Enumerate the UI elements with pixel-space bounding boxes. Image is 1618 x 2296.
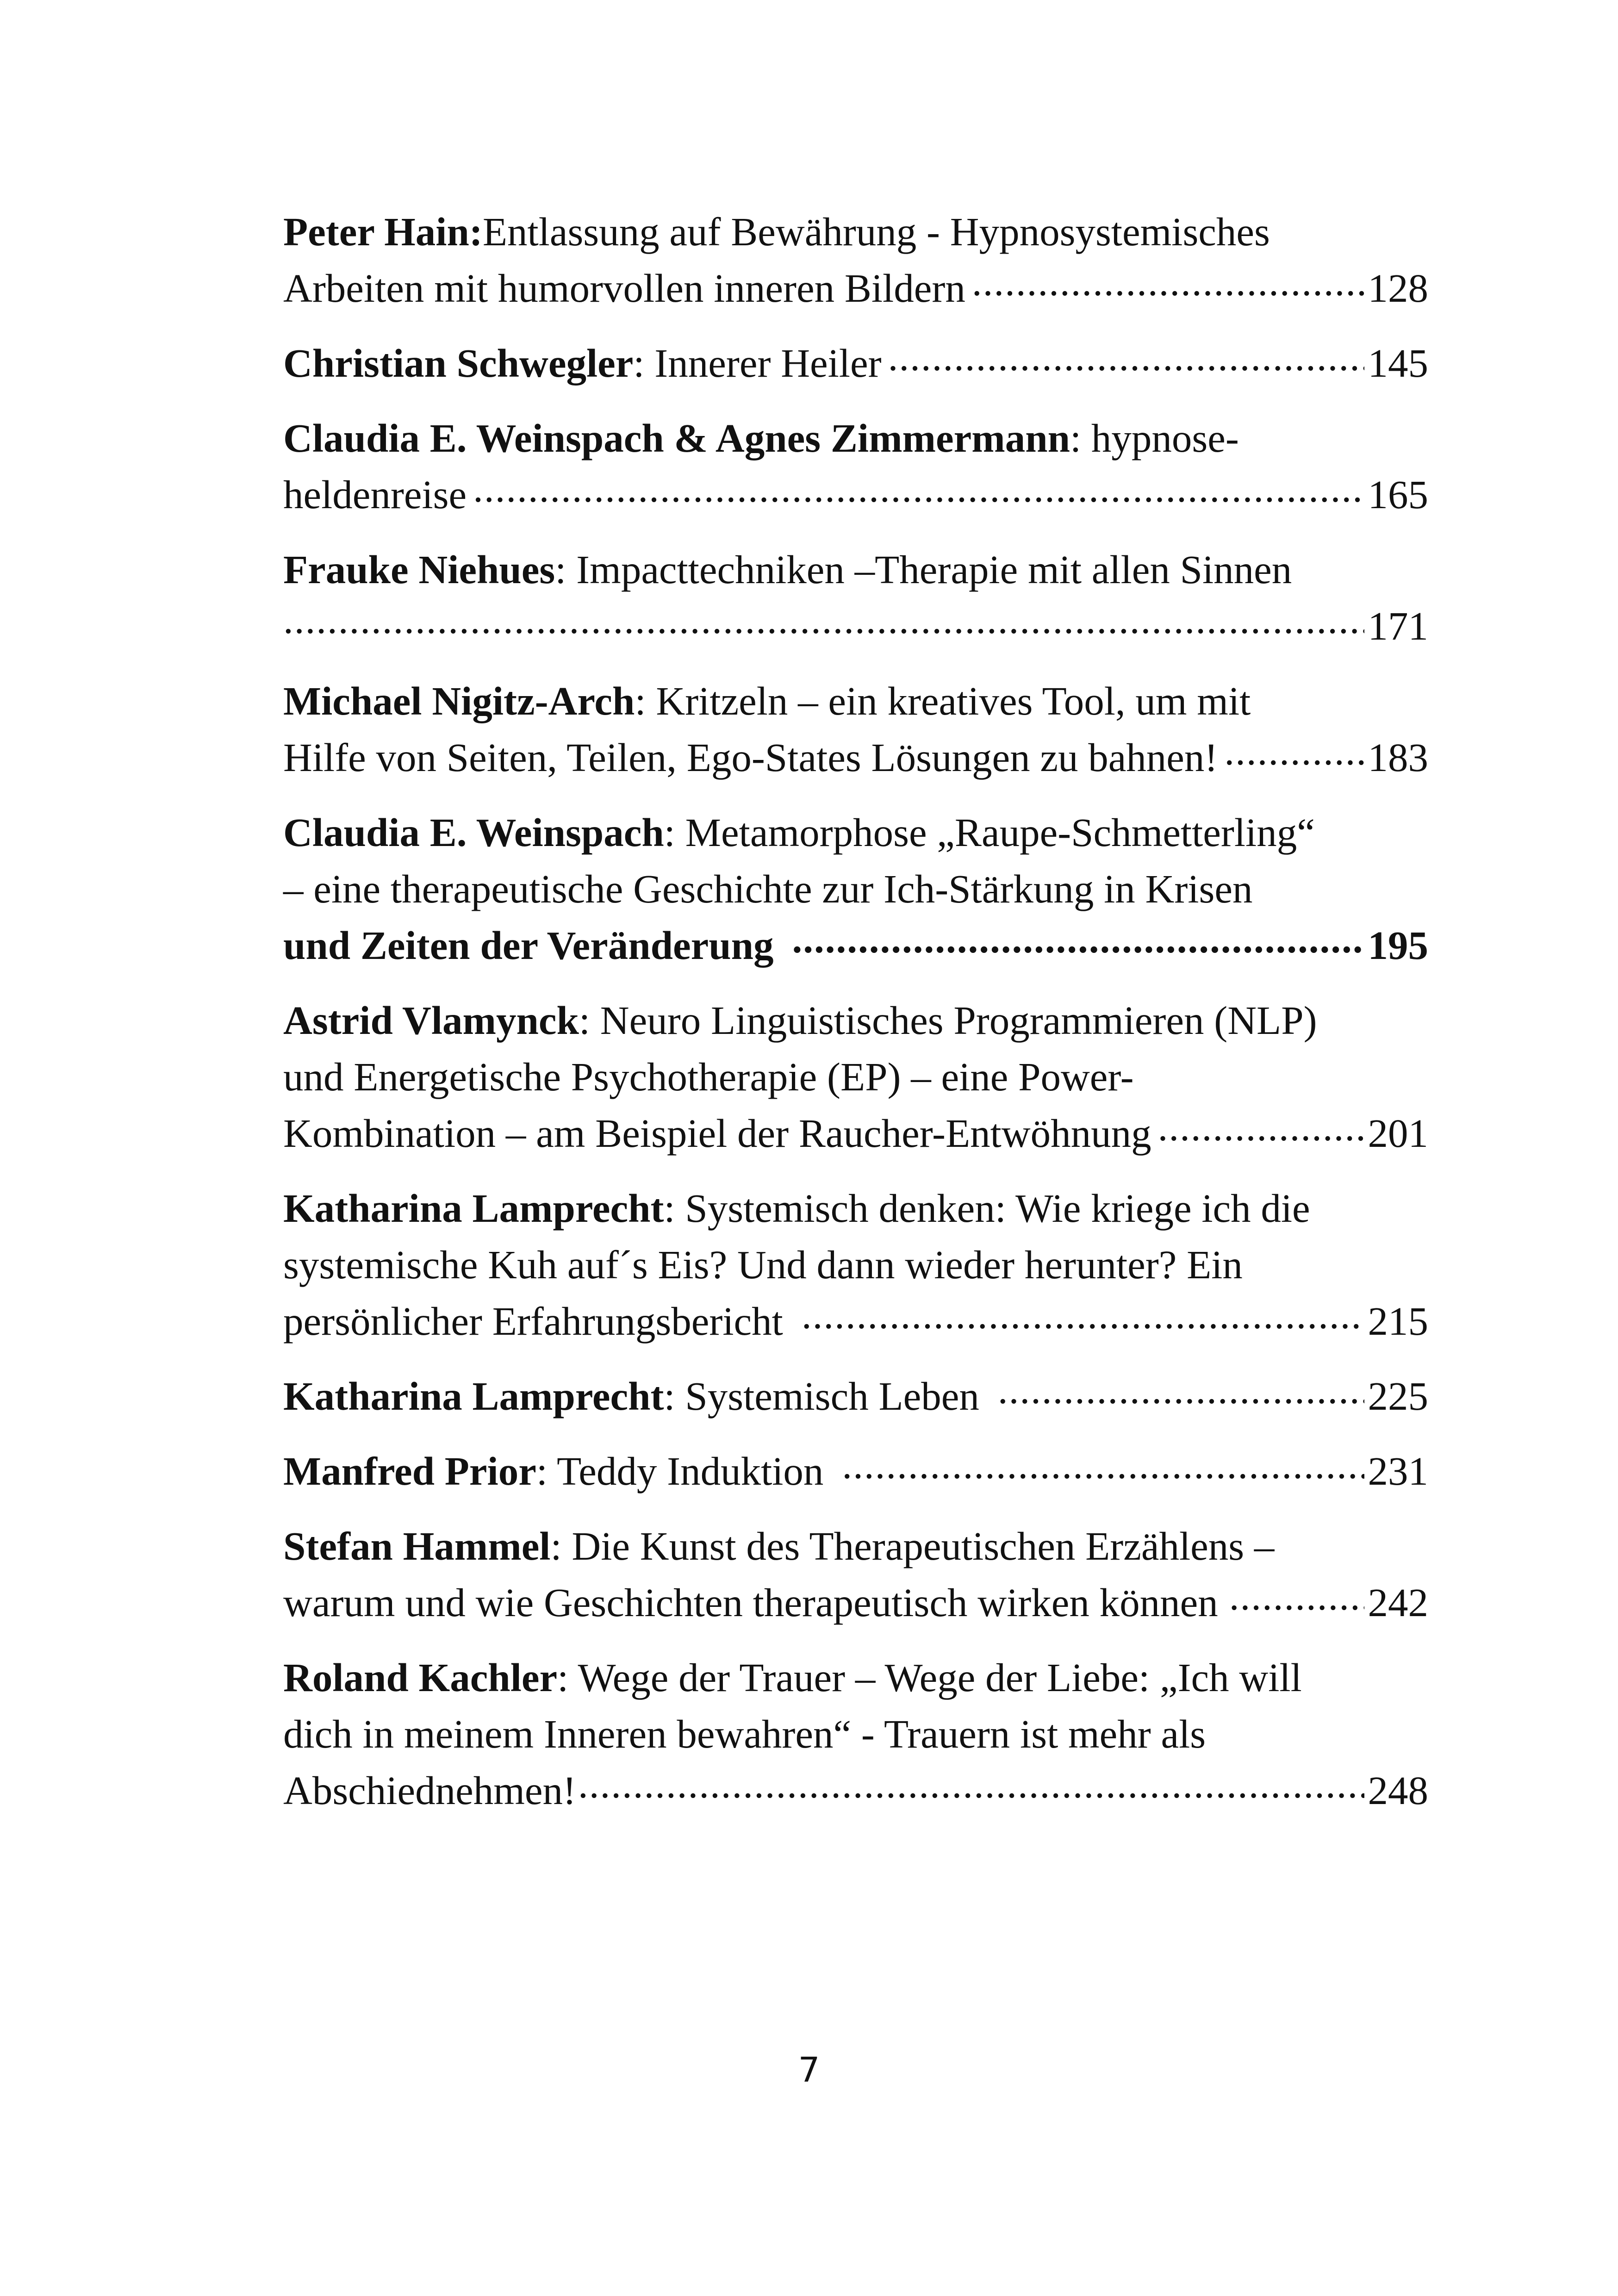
toc-title: : Impacttechniken –Therapie mit allen Sinnen <box>555 547 1292 592</box>
toc-author: Frauke Niehues <box>283 547 555 592</box>
dot-leader <box>1229 1576 1364 1616</box>
toc-line <box>283 1049 1428 1105</box>
toc-author: Stefan Hammel <box>283 1524 551 1568</box>
toc-line <box>283 1706 1428 1762</box>
toc-author: Claudia E. Weinspach <box>283 810 664 855</box>
toc-entry <box>283 410 1428 523</box>
dot-leader <box>998 1369 1364 1410</box>
toc-line <box>283 1649 1428 1706</box>
toc-line <box>283 1518 1428 1574</box>
toc-author: Christian Schwegler <box>283 341 634 386</box>
toc-page-number: 183 <box>1368 735 1428 780</box>
toc-title: : Kritzeln – ein kreatives Tool, um mit <box>635 678 1251 723</box>
toc-title: : Innerer Heiler <box>633 341 882 386</box>
dot-leader <box>473 468 1364 508</box>
toc-entry <box>283 804 1428 974</box>
dot-leader <box>842 1444 1364 1485</box>
toc-line <box>283 861 1428 917</box>
toc-page-number: 201 <box>1368 1111 1428 1156</box>
toc-entry <box>283 1368 1428 1425</box>
toc-title: systemische Kuh auf´s Eis? Und dann wieder herunter? Ein <box>283 1242 1243 1287</box>
toc-line <box>283 1368 1428 1425</box>
dot-leader <box>1224 731 1364 771</box>
dot-leader <box>283 599 1364 640</box>
toc-title: : Die Kunst des Therapeutischen Erzählens – <box>550 1524 1275 1568</box>
toc-entry <box>283 1649 1428 1819</box>
toc-entry <box>283 1180 1428 1350</box>
toc-title: Abschiednehmen! <box>283 1768 576 1813</box>
toc-author: Katharina Lamprecht <box>283 1374 664 1419</box>
toc-title: : Systemisch Leben <box>664 1374 979 1419</box>
toc-line <box>283 992 1428 1049</box>
toc-line <box>283 1293 1428 1350</box>
toc-title: und Zeiten der Veränderung <box>283 923 774 968</box>
page-number: 7 <box>798 2050 820 2090</box>
toc-line <box>283 260 1428 317</box>
toc-author: Roland Kachler <box>283 1655 558 1700</box>
toc-line <box>283 410 1428 467</box>
toc-page-number: 215 <box>1368 1299 1428 1344</box>
toc-page-number: 171 <box>1368 604 1428 648</box>
toc-line <box>283 673 1428 729</box>
toc-line <box>283 917 1428 974</box>
dot-leader <box>1158 1107 1364 1147</box>
toc-entry <box>283 541 1428 654</box>
toc-line <box>283 804 1428 861</box>
toc-title: : Systemisch denken: Wie kriege ich die <box>664 1186 1310 1231</box>
toc-page-number: 128 <box>1368 266 1428 311</box>
toc-author: Peter Hain: <box>283 209 483 254</box>
toc-line <box>283 1443 1428 1500</box>
toc-author: Claudia E. Weinspach & Agnes Zimmermann <box>283 416 1070 460</box>
toc-entry <box>283 992 1428 1162</box>
toc-line <box>283 1762 1428 1819</box>
toc-entry <box>283 1443 1428 1500</box>
dot-leader <box>578 1764 1364 1804</box>
toc-author: Michael Nigitz-Arch <box>283 678 635 723</box>
table-of-contents <box>283 204 1428 1837</box>
toc-title: dich in meinem Inneren bewahren“ - Trauern ist mehr als <box>283 1711 1206 1756</box>
toc-line <box>283 1574 1428 1631</box>
toc-page-number: 225 <box>1368 1374 1428 1419</box>
toc-line <box>283 1180 1428 1237</box>
toc-title: – eine therapeutische Geschichte zur Ich-Stärkung in Krisen <box>283 866 1253 911</box>
toc-page-number: 145 <box>1368 341 1428 386</box>
toc-line <box>283 729 1428 786</box>
toc-entry <box>283 1518 1428 1631</box>
toc-line <box>283 335 1428 392</box>
toc-entry <box>283 335 1428 392</box>
toc-author: Astrid Vlamynck <box>283 998 579 1043</box>
toc-entry <box>283 204 1428 317</box>
toc-author: Katharina Lamprecht <box>283 1186 664 1231</box>
toc-page-number: 165 <box>1368 472 1428 517</box>
toc-title: Kombination – am Beispiel der Raucher-Entwöhnung <box>283 1111 1151 1156</box>
toc-title: Arbeiten mit humorvollen inneren Bildern <box>283 266 965 311</box>
toc-line <box>283 467 1428 523</box>
toc-line <box>283 1237 1428 1293</box>
toc-line <box>283 1105 1428 1162</box>
toc-author: Manfred Prior <box>283 1449 536 1493</box>
toc-title: : Neuro Linguistisches Programmieren (NLP) <box>579 998 1317 1043</box>
dot-leader <box>972 261 1364 302</box>
toc-title: warum und wie Geschichten therapeutisch wirken können <box>283 1580 1218 1625</box>
toc-title: : Metamorphose „Raupe-Schmetterling“ <box>664 810 1315 855</box>
toc-title: persönlicher Erfahrungsbericht <box>283 1299 783 1344</box>
toc-title: heldenreise <box>283 472 467 517</box>
toc-page-number: 248 <box>1368 1768 1428 1813</box>
toc-title: : Teddy Induktion <box>536 1449 824 1493</box>
toc-title: Hilfe von Seiten, Teilen, Ego-States Lösungen zu bahnen! <box>283 735 1218 780</box>
toc-line <box>283 204 1428 260</box>
toc-title: Entlassung auf Bewährung - Hypnosystemisches <box>482 209 1270 254</box>
toc-title: und Energetische Psychotherapie (EP) – eine Power- <box>283 1054 1134 1099</box>
toc-page-number: 195 <box>1368 923 1428 968</box>
toc-line <box>283 541 1428 598</box>
toc-entry <box>283 673 1428 786</box>
toc-title: : Wege der Trauer – Wege der Liebe: „Ich will <box>557 1655 1302 1700</box>
toc-page-number: 242 <box>1368 1580 1428 1625</box>
toc-title: : hypnose- <box>1070 416 1239 460</box>
dot-leader <box>792 919 1364 959</box>
dot-leader <box>888 336 1364 377</box>
dot-leader <box>802 1294 1364 1335</box>
toc-page-number: 231 <box>1368 1449 1428 1493</box>
toc-line <box>283 598 1428 654</box>
